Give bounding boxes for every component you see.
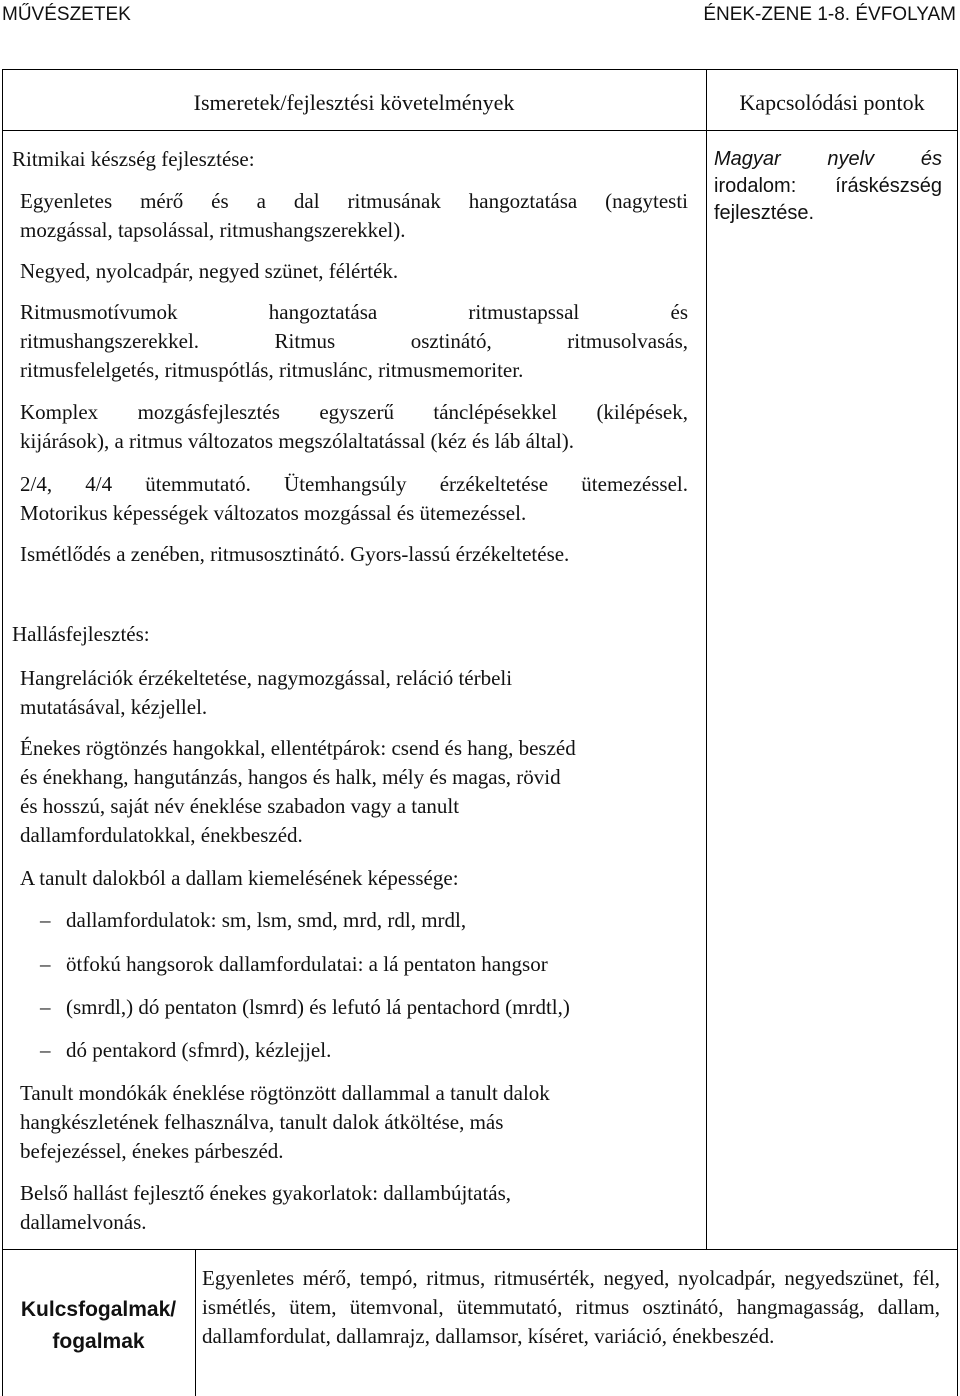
- hearing-paragraph-2: [20, 734, 688, 850]
- text-line: hangkészletének felhasználva, tanult dalok átköltése, más: [20, 1110, 504, 1134]
- hearing-section-title: Hallásfejlesztés:: [12, 622, 150, 646]
- rhythm-paragraph-5: [20, 470, 688, 528]
- list-item: [40, 995, 570, 1020]
- dash-bullet-icon: –: [40, 952, 51, 976]
- rhythm-section-title: Ritmikai készség fejlesztése:: [12, 147, 255, 171]
- rhythm-paragraph-1: [20, 187, 688, 245]
- hearing-paragraph-4: [20, 1079, 688, 1166]
- text-line: fejlesztése.: [714, 202, 815, 224]
- text-line: és hosszú, saját név éneklése szabadon vagy a tanult: [20, 794, 460, 818]
- text-line: Kulcsfogalmak/: [20, 1298, 177, 1321]
- text-line: 2/4, 4/4 ütemmutató. Ütemhangsúly érzékeltetése ütemezéssel.: [20, 472, 688, 496]
- subject-area-header: MŰVÉSZETEK: [2, 4, 131, 25]
- rhythm-paragraph-4: [20, 398, 688, 456]
- requirements-column-heading: Ismeretek/fejlesztési követelmények: [193, 90, 515, 115]
- text-line: irodalom: íráskészség: [714, 175, 942, 197]
- text-line: dallamelvonás.: [20, 1210, 147, 1234]
- text-line: mutatásával, kézjellel.: [20, 695, 208, 719]
- text-line: Tanult mondókák éneklése rögtönzött dallammal a tanult dalok: [20, 1081, 550, 1105]
- key-column-divider: [195, 1249, 196, 1396]
- text-line: Motorikus képességek változatos mozgással és ütemezéssel.: [20, 501, 527, 525]
- rhythm-paragraph-3: [20, 298, 688, 385]
- text-line: kijárások), a ritmus változatos megszólaltatással (kéz és láb által).: [20, 429, 574, 453]
- text-line: Belső hallást fejlesztő énekes gyakorlatok: dallambújtatás,: [20, 1181, 512, 1205]
- rhythm-paragraph-2: Negyed, nyolcadpár, negyed szünet, félérték.: [20, 259, 399, 283]
- connections-text: [714, 146, 942, 227]
- text-line: Komplex mozgásfejlesztés egyszerű tánclépésekkel (kilépések,: [20, 400, 688, 424]
- text-line: Hangrelációk érzékeltetése, nagymozgással, reláció térbeli: [20, 666, 513, 690]
- text-line: fogalmak: [52, 1330, 145, 1353]
- list-item-text: (smrdl,) dó pentaton (lsmrd) és lefutó lá pentachord (mrdtl,): [66, 995, 570, 1019]
- dash-bullet-icon: –: [40, 995, 51, 1019]
- text-line: ritmushangszerekkel. Ritmus osztinátó, ritmusolvasás,: [20, 329, 688, 353]
- column-divider: [706, 69, 707, 1249]
- key-row-divider: [2, 1249, 958, 1250]
- grade-range-header: ÉNEK-ZENE 1-8. ÉVFOLYAM: [703, 4, 956, 25]
- key-concepts-label: [2, 1294, 195, 1358]
- list-item-text: dallamfordulatok: sm, lsm, smd, mrd, rdl, mrdl,: [66, 908, 467, 932]
- text-line: ritmusfelelgetés, ritmuspótlás, ritmuslánc, ritmusmemoriter.: [20, 358, 524, 382]
- rhythm-paragraph-6: Ismétlődés a zenében, ritmusosztinátó. Gyors-lassú érzékeltetése.: [20, 542, 570, 566]
- text-line: és énekhang, hangutánzás, hangos és halk, mély és magas, rövid: [20, 765, 561, 789]
- connections-column-heading: Kapcsolódási pontok: [739, 90, 925, 115]
- text-line: befejezéssel, énekes párbeszéd.: [20, 1139, 284, 1163]
- list-item-text: dó pentakord (sfmrd), kézlejjel.: [66, 1038, 332, 1062]
- hearing-paragraph-3: A tanult dalokból a dallam kiemelésének képessége:: [20, 866, 459, 890]
- dash-bullet-icon: –: [40, 1038, 51, 1062]
- list-item: [40, 952, 548, 977]
- list-item: [40, 1038, 331, 1063]
- hearing-paragraph-5: [20, 1179, 688, 1237]
- text-line: dallamfordulatokkal, énekbeszéd.: [20, 823, 303, 847]
- text-line: Énekes rögtönzés hangokkal, ellentétpárok: csend és hang, beszéd: [20, 736, 576, 760]
- list-item: [40, 908, 466, 933]
- header-row-divider: [2, 130, 958, 131]
- text-line: Egyenletes mérő és a dal ritmusának hangoztatása (nagytesti: [20, 189, 688, 213]
- text-line: Magyar nyelv és: [714, 148, 942, 170]
- list-item-text: ötfokú hangsorok dallamfordulatai: a lá pentaton hangsor: [66, 952, 548, 976]
- hearing-paragraph-1: [20, 664, 688, 722]
- text-line: Ritmusmotívumok hangoztatása ritmustapssal és: [20, 300, 688, 324]
- key-concepts-text: Egyenletes mérő, tempó, ritmus, ritmusérték, negyed, nyolcadpár, negyedszünet, fél, ismétlés, ütem, ütemvonal, ütemmutató, ritmus osztinátó, hangmagasság, dallam, dallamfordulat, dallamrajz, dallamsor, kíséret, variáció, énekbeszéd.: [202, 1266, 940, 1348]
- dash-bullet-icon: –: [40, 908, 51, 932]
- text-line: mozgással, tapsolással, ritmushangszerekkel).: [20, 218, 406, 242]
